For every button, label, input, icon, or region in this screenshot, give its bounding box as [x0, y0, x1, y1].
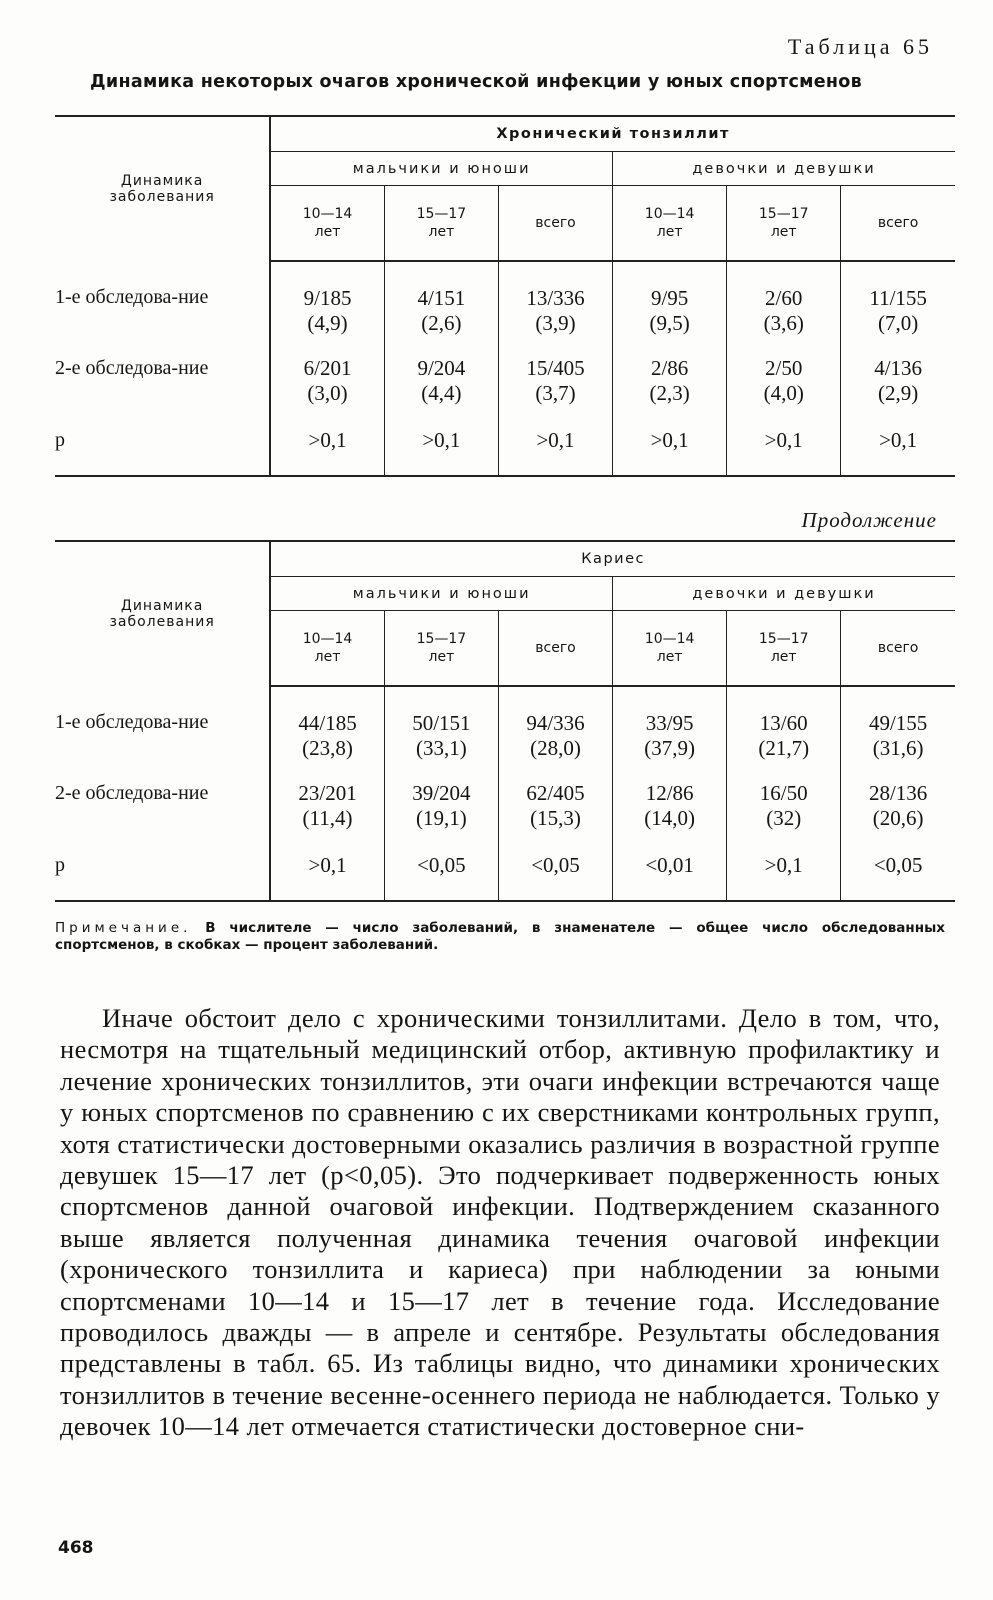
percent: (4,4)	[421, 381, 462, 405]
p-value: >0,1	[384, 406, 498, 476]
percent: (3,6)	[763, 311, 804, 335]
percent: (33,1)	[416, 736, 467, 760]
p-value: >0,1	[841, 406, 955, 476]
continuation-label: Продолжение	[801, 508, 937, 532]
row-header-cell	[55, 116, 270, 261]
p-label: р	[55, 406, 270, 476]
table-row	[55, 761, 955, 831]
fraction: 15/405	[526, 356, 585, 380]
p-value: <0,05	[498, 831, 612, 901]
value-cell	[841, 336, 955, 406]
note-text: В числителе — число заболеваний, в знаменателе — общее число обследованных спортсменов, в скобках — процент заболеваний.	[55, 920, 945, 953]
age-col-header	[384, 186, 498, 262]
p-label: р	[55, 831, 270, 901]
percent: (28,0)	[530, 736, 581, 760]
p-value: <0,01	[613, 831, 727, 901]
age-col-header	[270, 186, 384, 262]
age-col-label: 15—17 лет	[416, 631, 467, 665]
value-cell	[841, 261, 955, 336]
row-label-text: 2-е обследова-ние	[55, 357, 209, 379]
percent: (11,4)	[302, 806, 353, 830]
value-cell	[841, 686, 955, 761]
value-cell	[498, 686, 612, 761]
percent: (9,5)	[649, 311, 690, 335]
subgroup-boys: мальчики и юноши	[270, 577, 612, 611]
fraction: 4/136	[874, 356, 923, 380]
group-title: Хронический тонзиллит	[270, 116, 955, 152]
age-col-header: всего	[498, 186, 612, 262]
percent: (20,6)	[872, 806, 924, 830]
fraction: 16/50	[759, 781, 808, 805]
percent: (4,0)	[763, 381, 804, 405]
row-label-text: 1-е обследова-ние	[55, 711, 209, 733]
note-label: Примечание.	[55, 920, 192, 936]
fraction: 2/60	[765, 286, 803, 310]
age-col-label: 10—14 лет	[302, 631, 353, 665]
subgroup-girls: девочки и девушки	[613, 152, 955, 186]
age-col-label: 10—14 лет	[644, 631, 695, 665]
value-cell	[613, 686, 727, 761]
p-value: >0,1	[727, 831, 841, 901]
fraction: 62/405	[526, 781, 585, 805]
fraction: 94/336	[526, 711, 585, 735]
percent: (2,9)	[878, 381, 919, 405]
fraction: 49/155	[868, 711, 928, 735]
percent: (2,6)	[421, 311, 462, 335]
p-value: >0,1	[270, 831, 384, 901]
value-cell	[270, 261, 384, 336]
fraction: 39/204	[412, 781, 471, 805]
row-header: Динамика заболевания	[109, 598, 215, 630]
age-col-label: 15—17 лет	[416, 206, 467, 240]
age-col-header	[727, 186, 841, 262]
row-label	[55, 261, 270, 336]
p-value: >0,1	[498, 406, 612, 476]
age-col-label: 10—14 лет	[644, 206, 695, 240]
percent: (19,1)	[416, 806, 467, 830]
age-col-header	[613, 611, 727, 687]
value-cell	[498, 336, 612, 406]
age-col-label: 10—14 лет	[302, 206, 353, 240]
value-cell	[384, 686, 498, 761]
row-label	[55, 686, 270, 761]
value-cell	[270, 761, 384, 831]
percent: (3,7)	[535, 381, 576, 405]
row-label-text: 1-е обследова-ние	[55, 286, 209, 308]
percent: (2,3)	[649, 381, 690, 405]
age-col-label: 15—17 лет	[758, 206, 809, 240]
p-value: <0,05	[384, 831, 498, 901]
value-cell	[613, 261, 727, 336]
percent: (3,9)	[535, 311, 576, 335]
fraction: 50/151	[412, 711, 471, 735]
p-row	[55, 406, 955, 476]
row-label-text: 2-е обследова-ние	[55, 782, 209, 804]
fraction: 9/204	[417, 356, 466, 380]
age-col-header	[727, 611, 841, 687]
percent: (7,0)	[878, 311, 919, 335]
percent: (4,9)	[307, 311, 348, 335]
percent: (37,9)	[644, 736, 695, 760]
tonsillitis-table	[55, 115, 955, 477]
fraction: 13/336	[526, 286, 585, 310]
p-value: >0,1	[727, 406, 841, 476]
age-col-header: всего	[841, 186, 955, 262]
table-row	[55, 336, 955, 406]
row-header-cell	[55, 541, 270, 686]
table-title: Динамика некоторых очагов хронической инфекции у юных спортсменов	[90, 72, 862, 92]
value-cell	[841, 761, 955, 831]
table-row	[55, 261, 955, 336]
value-cell	[384, 261, 498, 336]
table-row	[55, 686, 955, 761]
subgroup-boys: мальчики и юноши	[270, 152, 612, 186]
fraction: 4/151	[417, 286, 466, 310]
fraction: 9/185	[303, 286, 352, 310]
age-col-header: всего	[841, 611, 955, 687]
page-number: 468	[58, 1538, 94, 1558]
fraction: 33/95	[645, 711, 694, 735]
value-cell	[727, 336, 841, 406]
percent: (14,0)	[644, 806, 695, 830]
fraction: 12/86	[645, 781, 694, 805]
fraction: 28/136	[868, 781, 928, 805]
value-cell	[270, 336, 384, 406]
fraction: 23/201	[298, 781, 357, 805]
percent: (3,0)	[307, 381, 348, 405]
percent: (23,8)	[302, 736, 353, 760]
fraction: 6/201	[303, 356, 352, 380]
age-col-header: всего	[498, 611, 612, 687]
value-cell	[613, 761, 727, 831]
table-number: Таблица 65	[787, 34, 933, 59]
age-col-header	[270, 611, 384, 687]
p-row	[55, 831, 955, 901]
percent: (31,6)	[872, 736, 924, 760]
age-col-header	[613, 186, 727, 262]
fraction: 13/60	[759, 711, 808, 735]
caries-table	[55, 540, 955, 902]
p-value: >0,1	[613, 406, 727, 476]
value-cell	[613, 336, 727, 406]
fraction: 2/86	[650, 356, 689, 380]
row-label	[55, 761, 270, 831]
value-cell	[727, 761, 841, 831]
p-value: <0,05	[841, 831, 955, 901]
table-note	[55, 920, 945, 954]
fraction: 11/155	[869, 286, 927, 310]
percent: (21,7)	[758, 736, 810, 760]
fraction: 44/185	[298, 711, 357, 735]
subgroup-girls: девочки и девушки	[613, 577, 955, 611]
row-label	[55, 336, 270, 406]
fraction: 2/50	[765, 356, 803, 380]
value-cell	[270, 686, 384, 761]
group-title: Кариес	[270, 541, 955, 577]
value-cell	[727, 686, 841, 761]
p-value: >0,1	[270, 406, 384, 476]
row-header: Динамика заболевания	[109, 173, 215, 205]
percent: (15,3)	[530, 806, 581, 830]
value-cell	[384, 761, 498, 831]
percent: (32)	[766, 806, 802, 830]
value-cell	[498, 261, 612, 336]
fraction: 9/95	[650, 286, 689, 310]
value-cell	[384, 336, 498, 406]
body-paragraph: Иначе обстоит дело с хроническими тонзиллитами. Дело в том, что, несмотря на тщательный медицинский отбор, активную профилактику и лечение хронических тонзиллитов, эти очаги инфекции встречаются чаще у юных спортсменов по сравнению с их сверстниками контрольных групп, хотя статистически достоверными оказались различия в возрастной группе девушек 15—17 лет (р<0,05). Это подчеркивает подверженность юных спортсменов данной очаговой инфекции. Подтверждением сказанного выше является полученная динамика течения очаговой инфекции (хронического тонзиллита и кариеса) при наблюдении за юными спортсменами 10—14 и 15—17 лет в течение года. Исследование проводилось дважды — в апреле и сентябре. Результаты обследования представлены в табл. 65. Из таблицы видно, что динамики хронических тонзиллитов в течение весенне-осеннего периода не наблюдается. Только у девочек 10—14 лет отмечается статистически достоверное сни-	[60, 1003, 940, 1442]
value-cell	[727, 261, 841, 336]
age-col-header	[384, 611, 498, 687]
value-cell	[498, 761, 612, 831]
age-col-label: 15—17 лет	[758, 631, 809, 665]
